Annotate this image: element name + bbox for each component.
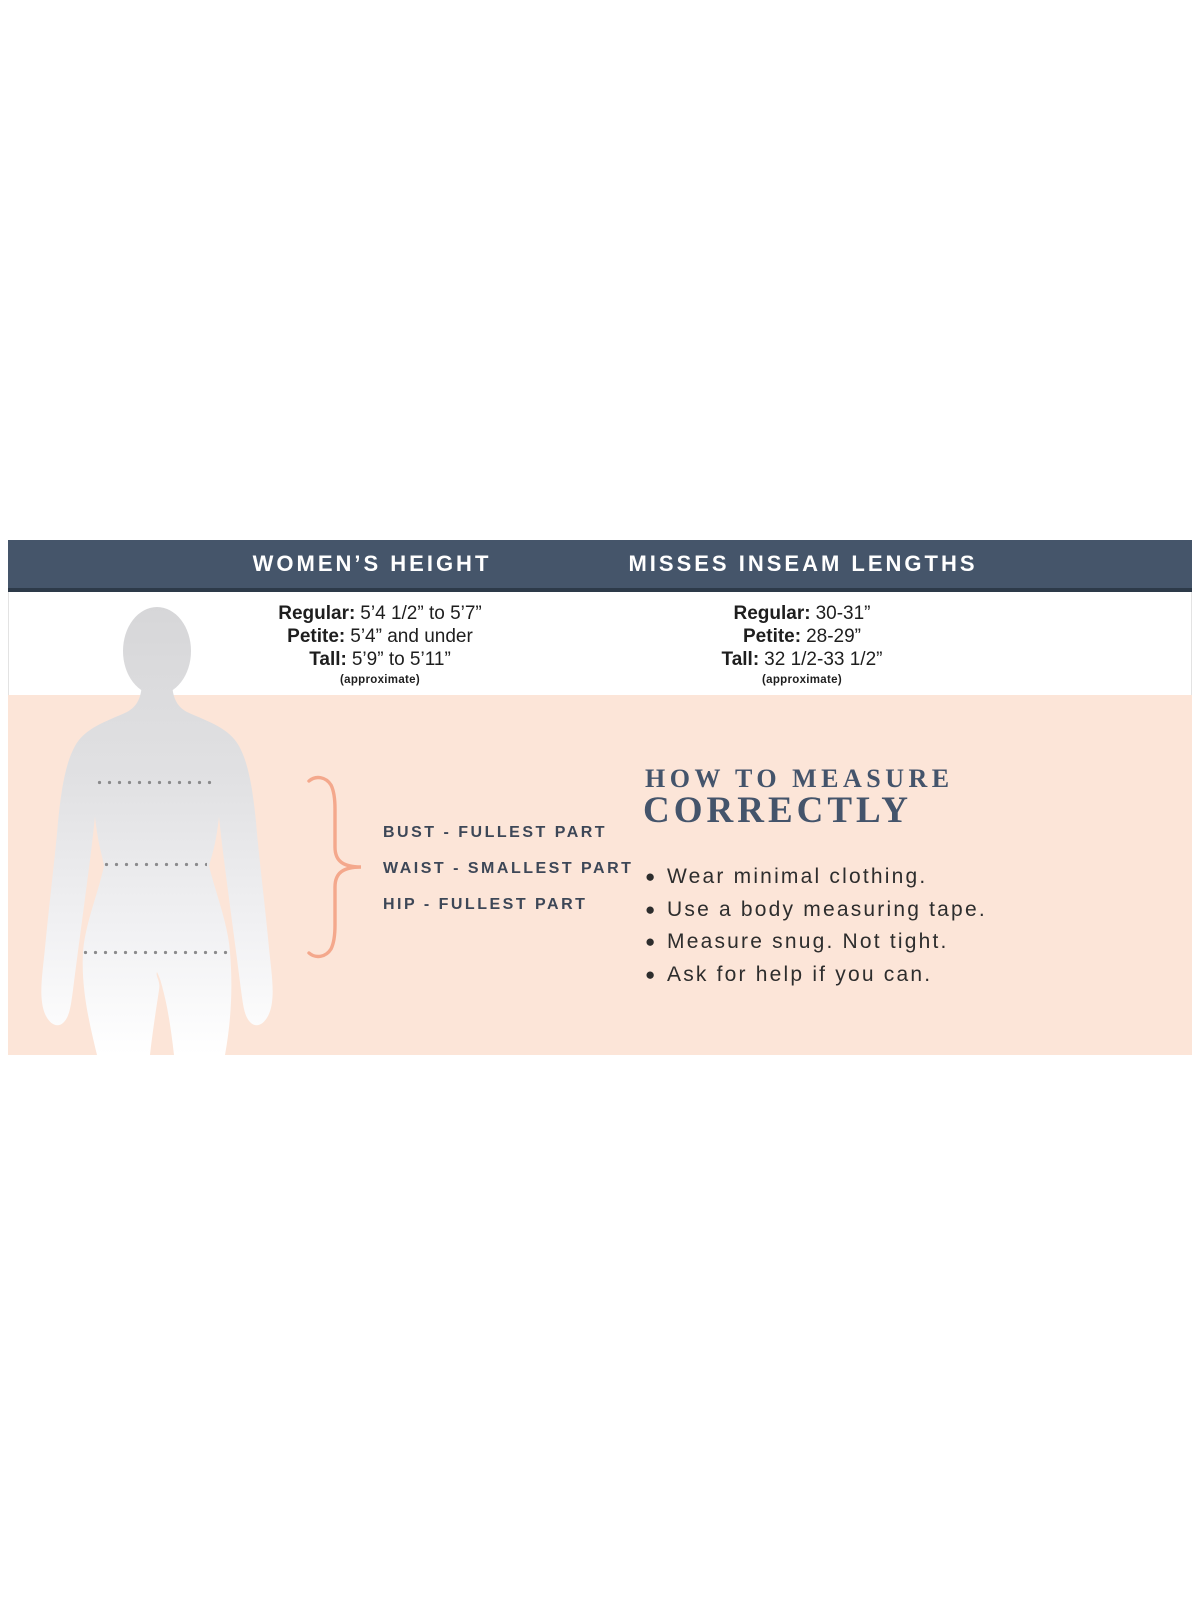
tip-item bbox=[645, 861, 987, 894]
spec-row bbox=[722, 602, 883, 625]
bullet-dot-icon: ● bbox=[645, 867, 658, 886]
spec-label: Tall: bbox=[721, 649, 760, 670]
column-header-womens-height: WOMEN’S HEIGHT bbox=[252, 551, 492, 576]
spec-label: Regular: bbox=[733, 603, 811, 624]
spec-value: 5’4 1/2” to 5’7” bbox=[360, 603, 482, 624]
spec-row bbox=[278, 625, 482, 648]
spec-label: Petite: bbox=[743, 626, 802, 647]
spec-row bbox=[278, 602, 482, 625]
howto-title-line2: CORRECTLY bbox=[643, 790, 913, 831]
measure-label-waist: WAIST - SMALLEST PART bbox=[383, 860, 634, 877]
table-header-bar bbox=[8, 540, 1192, 592]
hip-dotted-line bbox=[83, 950, 229, 955]
spec-label: Regular: bbox=[278, 603, 356, 624]
approximate-note: (approximate) bbox=[762, 674, 842, 686]
howto-title-line1: HOW TO MEASURE bbox=[645, 764, 954, 793]
tip-item bbox=[645, 926, 987, 959]
waist-dotted-line bbox=[104, 862, 207, 867]
spec-value: 5’9” to 5’11” bbox=[351, 649, 451, 670]
spec-label: Petite: bbox=[287, 626, 346, 647]
tip-text: Measure snug. Not tight. bbox=[667, 930, 949, 953]
body-silhouette bbox=[25, 600, 290, 1055]
spec-row bbox=[722, 648, 883, 671]
measurement-brace bbox=[303, 772, 369, 962]
tip-text: Wear minimal clothing. bbox=[667, 865, 928, 888]
misses-inseam-specs bbox=[722, 602, 883, 686]
bullet-dot-icon: ● bbox=[645, 932, 658, 951]
bullet-dot-icon: ● bbox=[645, 899, 658, 919]
measure-label-hip: HIP - FULLEST PART bbox=[383, 896, 588, 913]
spec-value: 30-31” bbox=[815, 603, 871, 624]
measuring-tips-list bbox=[645, 861, 987, 991]
column-header-misses-inseam-lengths: MISSES INSEAM LENGTHS bbox=[628, 551, 978, 576]
measure-label-bust: BUST - FULLEST PART bbox=[383, 824, 608, 841]
approximate-note: (approximate) bbox=[340, 674, 420, 686]
spec-label: Tall: bbox=[309, 649, 347, 670]
tip-text: Ask for help if you can. bbox=[667, 962, 933, 986]
spec-row bbox=[722, 625, 883, 648]
spec-row bbox=[278, 648, 482, 671]
tip-item bbox=[645, 894, 987, 927]
womens-height-specs bbox=[278, 602, 482, 686]
tip-text: Use a body measuring tape. bbox=[667, 897, 987, 921]
spec-value: 5’4” and under bbox=[350, 626, 473, 647]
bullet-dot-icon: ● bbox=[645, 964, 658, 984]
bust-dotted-line bbox=[97, 780, 214, 785]
spec-value: 32 1/2-33 1/2” bbox=[764, 649, 883, 670]
tip-item bbox=[645, 959, 987, 992]
spec-value: 28-29” bbox=[806, 626, 861, 647]
